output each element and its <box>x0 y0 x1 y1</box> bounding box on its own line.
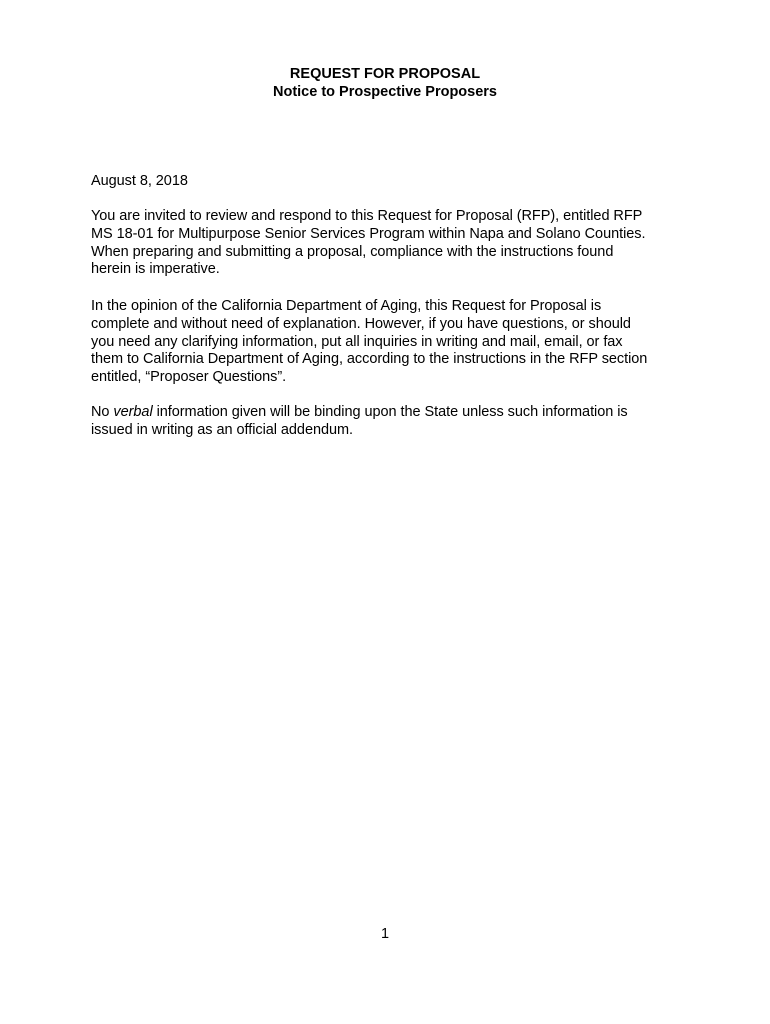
paragraph-line: In the opinion of the California Department of Aging, this Request for Proposal is <box>91 298 602 314</box>
page-subtitle: Notice to Prospective Proposers <box>272 83 497 100</box>
paragraph-line: herein is imperative. <box>91 261 220 278</box>
paragraph-line: MS 18-01 for Multipurpose Senior Services Program within Napa and Solano Counties. <box>91 225 646 242</box>
paragraph-questions <box>91 298 691 387</box>
document-date: August 8, 2018 <box>91 173 188 189</box>
page-title: REQUEST FOR PROPOSAL <box>289 66 481 82</box>
paragraph-line <box>91 404 691 422</box>
paragraph-invitation <box>91 208 691 279</box>
document-heading <box>0 66 770 101</box>
page-number: 1 <box>380 926 390 942</box>
paragraph-line: you need any clarifying information, put all inquiries in writing and mail, email, or fax <box>91 333 623 350</box>
paragraph-text: No <box>91 404 114 420</box>
paragraph-line: entitled, “Proposer Questions”. <box>91 369 287 386</box>
paragraph-text: information given will be binding upon the State unless such information is <box>152 404 628 420</box>
paragraph-line: them to California Department of Aging, according to the instructions in the RFP section <box>91 351 648 368</box>
emphasized-text: verbal <box>113 404 153 420</box>
paragraph-line: When preparing and submitting a proposal, compliance with the instructions found <box>91 243 614 260</box>
paragraph-verbal-info <box>91 404 691 440</box>
paragraph-line: complete and without need of explanation. However, if you have questions, or should <box>91 315 631 332</box>
paragraph-line: You are invited to review and respond to this Request for Proposal (RFP), entitled RFP <box>91 208 643 224</box>
paragraph-line: issued in writing as an official addendum. <box>91 421 354 438</box>
